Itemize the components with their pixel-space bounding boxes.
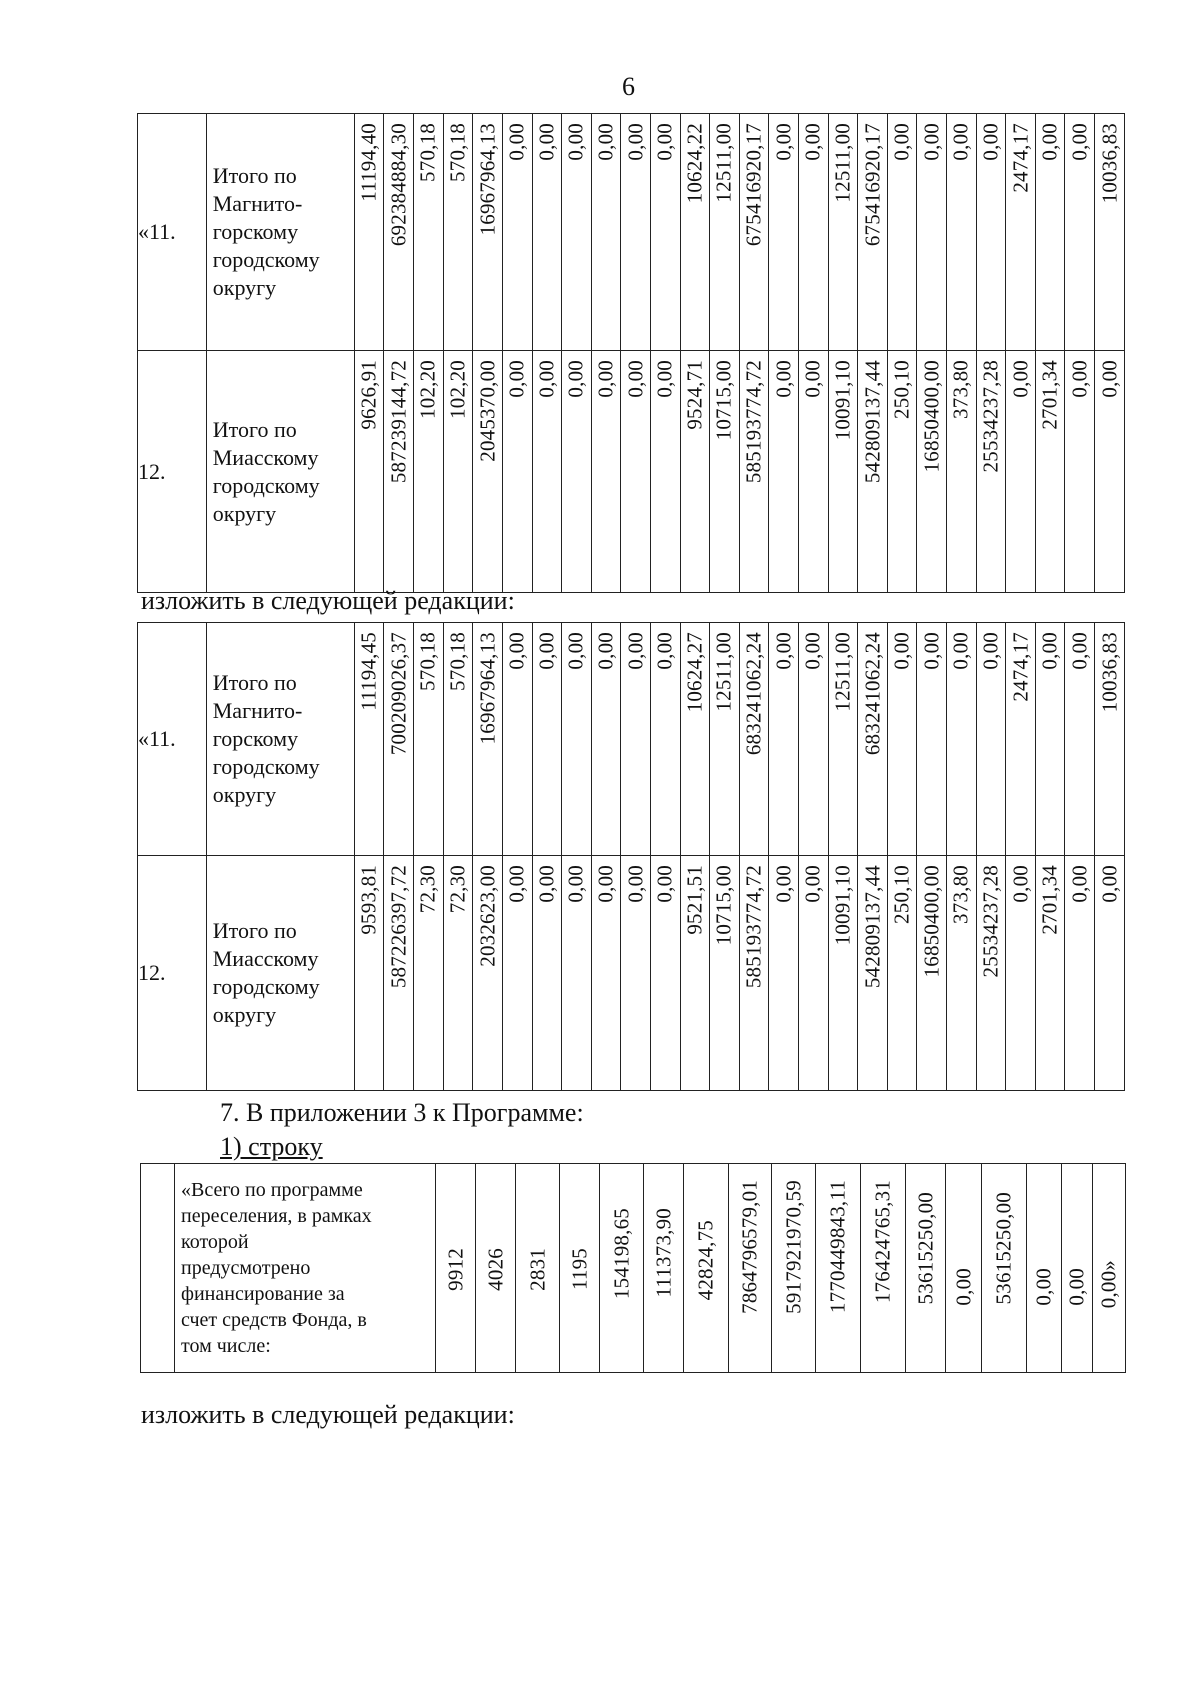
cell-value: 0,00 [652,123,677,161]
value-cell [443,351,473,593]
value-cell [946,1164,982,1373]
cell-value: 10624,22 [682,123,707,204]
value-cell [917,114,947,351]
cell-value: 154198,65 [609,1208,633,1300]
value-cell [1093,1164,1126,1373]
value-cell [650,351,680,593]
value-cell [982,1164,1027,1373]
value-cell [443,623,473,856]
value-cell [1065,623,1095,856]
cell-value: 0,00 [771,632,796,670]
cell-value: 0,00 [563,865,588,903]
cell-value: 0,00 [1097,360,1122,398]
cell-value: 4026 [483,1248,507,1291]
cell-value: 10091,10 [830,360,855,441]
cell-value: 72,30 [415,865,440,914]
value-cell [947,623,977,856]
cell-value: 0,00 [800,632,825,670]
cell-value: 0,00 [623,360,648,398]
cell-value: 16967964,13 [475,123,500,236]
value-cell [769,623,799,856]
cell-text: округу [212,782,277,807]
cell-value: 2032623,00 [475,865,500,967]
cell-value: 2701,34 [1037,360,1062,430]
cell-value: 9524,71 [682,360,707,430]
value-cell [1027,1164,1062,1373]
row-number [138,623,207,856]
value-cell [562,351,592,593]
value-cell [684,1164,729,1373]
value-cell [473,114,503,351]
value-cell [976,856,1006,1091]
value-cell [443,114,473,351]
cell-value: 53615250,00 [991,1192,1016,1305]
cell-value: 2474,17 [1008,123,1033,193]
value-cell [680,351,710,593]
cell-value: 9626,91 [356,360,381,430]
value-cell [354,623,384,856]
row-number [138,114,207,351]
cell-value: 25534237,28 [978,865,1003,978]
table-row [138,351,1125,593]
cell-text: горскому [212,219,299,244]
cell-text: «Всего по программе [181,1179,363,1201]
table-row [138,114,1125,351]
value-cell [473,856,503,1091]
cell-value: 0,00 [1064,1268,1089,1306]
value-cell [917,856,947,1091]
cell-value: 9521,51 [682,865,707,935]
cell-value: 0,00 [593,632,618,670]
value-cell [906,1164,946,1373]
value-cell [858,351,888,593]
value-cell [1095,856,1125,1091]
cell-value: 0,00 [1037,123,1062,161]
cell-value: 587239144,72 [386,360,411,484]
old-totals-table [137,113,1125,593]
cell-text: городскому [212,247,320,272]
value-cell [502,856,532,1091]
cell-value: 0,00 [623,632,648,670]
cell-text: 12. [138,960,166,985]
cell-value: 683241062,24 [860,632,884,756]
value-cell [414,114,444,351]
value-cell [650,856,680,1091]
cell-value: 10036,83 [1097,632,1122,713]
value-cell [976,114,1006,351]
value-cell [887,351,917,593]
cell-value: 0,00 [504,123,529,161]
cell-value: 0,00 [1067,360,1092,398]
cell-text: «11. [138,726,176,751]
row-number [138,351,207,593]
value-cell [729,1164,772,1373]
cell-value: 0,00 [978,123,1003,161]
cell-value: 2831 [525,1248,549,1291]
cell-value: 585193774,72 [741,360,766,484]
cell-value: 102,20 [445,360,470,419]
cell-value: 10715,00 [711,360,736,441]
value-cell [1035,114,1065,351]
cell-value: 0,00 [800,865,825,903]
cell-text: округу [212,1002,277,1027]
cell-value: 700209026,37 [386,632,411,756]
cell-value: 16967964,13 [475,632,500,745]
value-cell [798,623,828,856]
value-cell [858,856,888,1091]
value-cell [502,351,532,593]
cell-value: 10715,00 [711,865,736,946]
edit-instruction-1: изложить в следующей редакции: [141,586,515,615]
cell-value: 0,00 [652,632,677,670]
value-cell [828,623,858,856]
cell-value: 570,18 [415,123,440,182]
value-cell [532,623,562,856]
value-cell [473,351,503,593]
value-cell [562,856,592,1091]
cell-text: том числе: [181,1335,271,1357]
table-row [141,1164,1126,1373]
value-cell [798,856,828,1091]
value-cell [443,856,473,1091]
cell-text: городскому [212,974,320,999]
cell-value: 250,10 [889,360,914,419]
value-cell [384,351,414,593]
cell-text: предусмотрено [181,1257,311,1279]
value-cell [562,114,592,351]
cell-value: 0,00 [1067,865,1092,903]
cell-text: 12. [138,458,166,484]
cell-value: 0,00 [771,123,796,161]
value-cell [739,856,769,1091]
value-cell [1062,1164,1093,1373]
cell-value: 0,00 [800,360,825,398]
value-cell [591,856,621,1091]
cell-text: Итого по [212,163,297,188]
cell-value: 0,00 [889,123,914,161]
cell-value: 0,00 [534,632,559,670]
value-cell [710,856,740,1091]
value-cell [414,623,444,856]
cell-value: 0,00 [534,360,559,398]
cell-text: финансирование за [181,1283,345,1305]
value-cell [414,351,444,593]
blank-cell [141,1164,175,1373]
cell-value: 53615250,00 [913,1192,937,1305]
cell-text: округу [212,500,277,526]
value-cell [591,351,621,593]
value-cell [516,1164,560,1373]
value-cell [473,623,503,856]
value-cell [384,856,414,1091]
value-cell [772,1164,816,1373]
cell-value: 0,00 [593,360,618,398]
cell-value: 0,00 [504,632,529,670]
cell-value: 11194,45 [356,632,381,711]
cell-value: 0,00 [563,123,588,161]
value-cell [739,114,769,351]
cell-value: 0,00 [563,360,588,398]
edit-instruction-2: изложить в следующей редакции: [141,1400,515,1429]
value-cell [887,856,917,1091]
cell-value: 5917921970,59 [781,1180,805,1314]
cell-text: счет средств Фонда, в [181,1309,367,1331]
value-cell [644,1164,684,1373]
row-name [206,114,354,351]
value-cell [354,114,384,351]
cell-value: 0,00 [504,865,529,903]
value-cell [1095,623,1125,856]
cell-value: 0,00 [534,123,559,161]
cell-value: 0,00 [978,632,1003,670]
value-cell [621,351,651,593]
value-cell [1095,351,1125,593]
cell-value: 11194,40 [356,123,381,202]
row-name [206,856,354,1091]
value-cell [976,623,1006,856]
value-cell [600,1164,644,1373]
value-cell [384,623,414,856]
cell-text: городскому [212,754,320,779]
value-cell [354,351,384,593]
cell-value: 12511,00 [711,632,736,712]
value-cell [798,351,828,593]
value-cell [861,1164,906,1373]
value-cell [947,856,977,1091]
value-cell [739,351,769,593]
new-totals-table [137,622,1125,1091]
cell-value: 587226397,72 [386,865,411,989]
cell-value: 0,00» [1096,1260,1121,1309]
section-7-heading: 7. В приложении 3 к Программе: [220,1098,584,1127]
value-cell [828,351,858,593]
cell-value: 570,18 [445,632,470,691]
table-row [138,623,1125,856]
value-cell [947,114,977,351]
cell-value: 0,00 [951,1268,975,1306]
cell-text: Миасскому [212,444,319,470]
value-cell [739,623,769,856]
cell-value: 16850400,00 [919,865,944,978]
value-cell [354,856,384,1091]
page-number: 6 [622,72,635,101]
value-cell [1006,114,1036,351]
value-cell [917,623,947,856]
cell-value: 1195 [567,1248,591,1291]
value-cell [1065,351,1095,593]
cell-value: 0,00 [919,123,944,161]
value-cell [858,623,888,856]
value-cell [532,351,562,593]
cell-value: 12511,00 [711,123,736,203]
cell-value: 0,00 [919,632,944,670]
cell-value: 0,00 [1067,123,1092,161]
value-cell [769,114,799,351]
cell-text: Магнито- [212,191,303,216]
value-cell [1065,856,1095,1091]
cell-value: 250,10 [889,865,914,924]
cell-value: 0,00 [1031,1268,1056,1306]
cell-value: 0,00 [1037,632,1062,670]
cell-text: Миасскому [212,946,319,971]
value-cell [621,856,651,1091]
cell-value: 0,00 [593,865,618,903]
cell-value: 0,00 [1008,360,1033,398]
value-cell [769,351,799,593]
item-1-heading: 1) строку [220,1132,323,1161]
cell-value: 0,00 [623,123,648,161]
value-cell [621,623,651,856]
cell-value: 0,00 [652,360,677,398]
value-cell [887,114,917,351]
cell-value: 683241062,24 [741,632,766,756]
value-cell [858,114,888,351]
cell-value: 0,00 [771,360,796,398]
cell-value: 9593,81 [356,865,381,935]
cell-value: 42824,75 [693,1220,718,1301]
value-cell [1065,114,1095,351]
value-cell [591,623,621,856]
value-cell [502,114,532,351]
cell-value: 0,00 [800,123,825,161]
value-cell [976,351,1006,593]
cell-value: 2701,34 [1037,865,1062,935]
cell-value: 542809137,44 [860,360,884,484]
cell-value: 10036,83 [1097,123,1122,204]
cell-value: 102,20 [415,360,440,419]
value-cell [769,856,799,1091]
value-cell [710,351,740,593]
cell-text: Итого по [212,416,297,442]
value-cell [828,856,858,1091]
value-cell [650,623,680,856]
cell-value: 373,80 [948,360,973,419]
cell-value: 675416920,17 [741,123,766,247]
cell-value: 692384884,30 [386,123,411,247]
cell-value: 176424765,31 [870,1180,895,1304]
cell-value: 111373,90 [651,1208,675,1298]
value-cell [1095,114,1125,351]
cell-value: 12511,00 [830,632,855,712]
value-cell [798,114,828,351]
cell-value: 10624,27 [682,632,707,713]
cell-value: 0,00 [504,360,529,398]
cell-text: Итого по [212,670,297,695]
value-cell [1035,351,1065,593]
value-cell [947,351,977,593]
value-cell [621,114,651,351]
cell-value: 675416920,17 [860,123,884,247]
value-cell [476,1164,516,1373]
cell-value: 0,00 [593,123,618,161]
value-cell [650,114,680,351]
value-cell [560,1164,600,1373]
cell-text: городскому [212,472,320,498]
cell-value: 2474,17 [1008,632,1033,702]
cell-value: 0,00 [1008,865,1033,903]
value-cell [887,623,917,856]
cell-value: 1770449843,11 [825,1180,850,1314]
value-cell [414,856,444,1091]
cell-value: 585193774,72 [741,865,766,989]
value-cell [1035,856,1065,1091]
value-cell [562,623,592,856]
value-cell [1006,623,1036,856]
cell-value: 373,80 [948,865,973,924]
row-name [206,351,354,593]
cell-text: которой [181,1231,249,1253]
cell-value: 0,00 [948,632,973,670]
value-cell [502,623,532,856]
appendix3-total-table [140,1163,1126,1373]
cell-value: 25534237,28 [978,360,1003,473]
cell-text: Магнито- [212,698,303,723]
cell-value: 0,00 [563,632,588,670]
value-cell [680,856,710,1091]
cell-value: 0,00 [534,865,559,903]
cell-value: 0,00 [652,865,677,903]
value-cell [1035,623,1065,856]
value-cell [680,114,710,351]
table-row [138,856,1125,1091]
cell-text: горскому [212,726,299,751]
row-name [175,1164,436,1373]
value-cell [532,114,562,351]
cell-value: 12511,00 [830,123,855,203]
value-cell [532,856,562,1091]
value-cell [680,623,710,856]
cell-value: 570,18 [445,123,470,182]
cell-text: Итого по [212,918,297,943]
value-cell [710,623,740,856]
cell-value: 9912 [443,1248,467,1291]
cell-value: 10091,10 [830,865,855,946]
value-cell [591,114,621,351]
value-cell [917,351,947,593]
row-number [138,856,207,1091]
cell-text: переселения, в рамках [181,1205,372,1227]
cell-value: 0,00 [948,123,973,161]
value-cell [436,1164,476,1373]
value-cell [1006,856,1036,1091]
value-cell [828,114,858,351]
cell-value: 0,00 [1097,865,1122,903]
value-cell [710,114,740,351]
cell-value: 570,18 [415,632,440,691]
cell-value: 2045370,00 [475,360,500,462]
cell-value: 7864796579,01 [737,1180,762,1314]
cell-value: 0,00 [623,865,648,903]
cell-value: 16850400,00 [919,360,944,473]
cell-value: 0,00 [889,632,914,670]
value-cell [816,1164,861,1373]
value-cell [1006,351,1036,593]
cell-text: округу [212,275,277,300]
row-name [206,623,354,856]
cell-value: 542809137,44 [860,865,884,989]
cell-value: 0,00 [1067,632,1092,670]
value-cell [384,114,414,351]
cell-value: 72,30 [445,865,470,914]
cell-text: «11. [138,219,176,244]
cell-value: 0,00 [771,865,796,903]
